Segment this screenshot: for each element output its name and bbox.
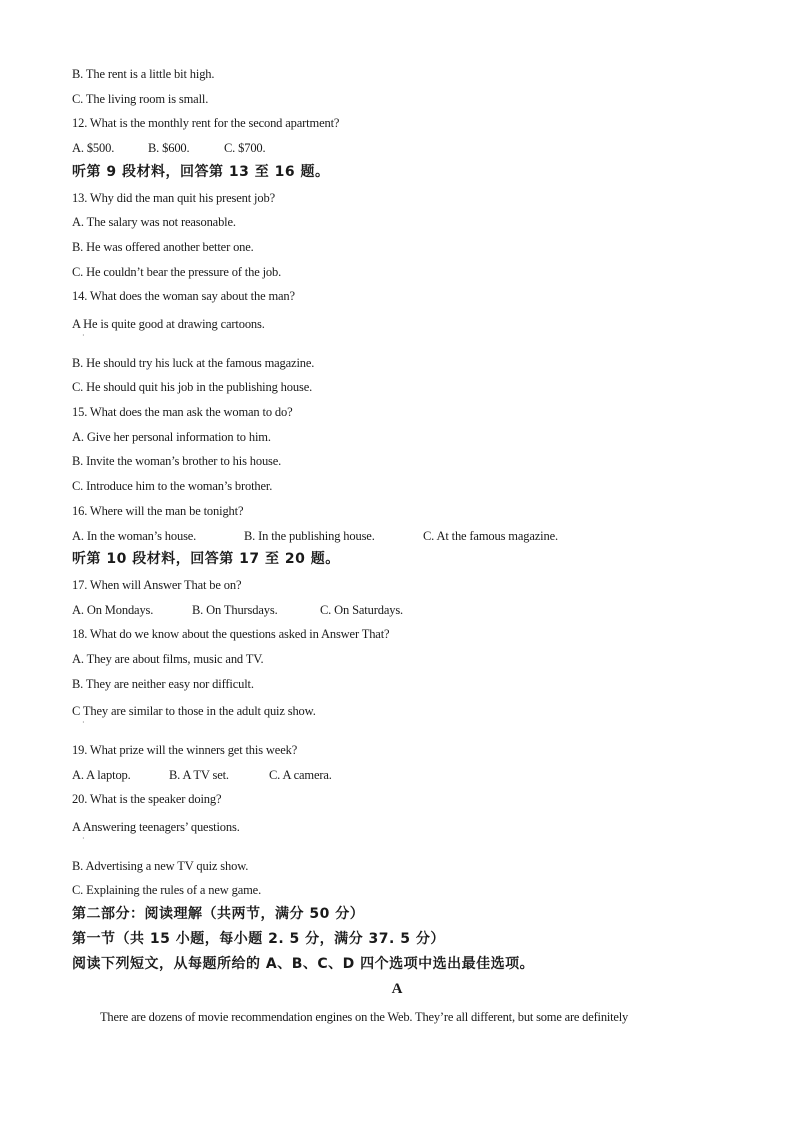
q19-option-b: B. A TV set. bbox=[169, 768, 229, 782]
question-12: 12. What is the monthly rent for the second apartment? bbox=[72, 116, 340, 130]
q20-option-a: A Answering teenagers’ questions. bbox=[72, 820, 240, 834]
part-two-heading: 第二部分：阅读理解（共两节，满分 50 分） bbox=[72, 906, 365, 922]
passage-title: A bbox=[391, 981, 403, 997]
q13-option-c: C. He couldn’t bear the pressure of the job. bbox=[72, 265, 282, 279]
q19-options bbox=[72, 767, 332, 783]
q14-option-b: B. He should try his luck at the famous magazine. bbox=[72, 356, 315, 370]
question-17: 17. When will Answer That be on? bbox=[72, 578, 242, 592]
question-18: 18. What do we know about the questions asked in Answer That? bbox=[72, 627, 390, 641]
question-20: 20. What is the speaker doing? bbox=[72, 792, 222, 806]
question-15: 15. What does the man ask the woman to do? bbox=[72, 405, 293, 419]
passage-paragraph: There are dozens of movie recommendation engines on the Web. They’re all different, but some are definitely bbox=[100, 1010, 629, 1024]
q16-options bbox=[72, 528, 558, 544]
q15-option-b: B. Invite the woman’s brother to his house. bbox=[72, 454, 282, 468]
q20-option-c: C. Explaining the rules of a new game. bbox=[72, 883, 262, 897]
reading-instructions: 阅读下列短文，从每题所给的 A、B、C、D 四个选项中选出最佳选项。 bbox=[72, 956, 535, 972]
option-tick-mark: · bbox=[82, 834, 85, 843]
q17-option-a: A. On Mondays. bbox=[72, 603, 154, 617]
question-14: 14. What does the woman say about the man? bbox=[72, 289, 295, 303]
q12-options bbox=[72, 140, 266, 156]
q19-option-c: C. A camera. bbox=[269, 768, 332, 782]
q15-option-c: C. Introduce him to the woman’s brother. bbox=[72, 479, 273, 493]
q13-option-b: B. He was offered another better one. bbox=[72, 240, 254, 254]
q12-option-c: C. $700. bbox=[224, 141, 266, 155]
q17-option-b: B. On Thursdays. bbox=[192, 603, 278, 617]
section-one-heading: 第一节（共 15 小题，每小题 2. 5 分，满分 37. 5 分） bbox=[72, 931, 445, 947]
q13-option-a: A. The salary was not reasonable. bbox=[72, 215, 236, 229]
q17-options bbox=[72, 602, 403, 618]
q11-option-c: C. The living room is small. bbox=[72, 92, 209, 106]
q19-option-a: A. A laptop. bbox=[72, 768, 131, 782]
q14-option-a: A He is quite good at drawing cartoons. bbox=[72, 317, 265, 331]
q20-option-b: B. Advertising a new TV quiz show. bbox=[72, 859, 249, 873]
q16-option-a: A. In the woman’s house. bbox=[72, 529, 197, 543]
q12-option-a: A. $500. bbox=[72, 141, 115, 155]
question-19: 19. What prize will the winners get this week? bbox=[72, 743, 298, 757]
q15-option-a: A. Give her personal information to him. bbox=[72, 430, 271, 444]
section-heading-9: 听第 9 段材料，回答第 13 至 16 题。 bbox=[72, 164, 330, 180]
option-tick-mark: · bbox=[82, 331, 85, 340]
section-heading-10: 听第 10 段材料，回答第 17 至 20 题。 bbox=[72, 551, 340, 567]
question-13: 13. Why did the man quit his present job? bbox=[72, 191, 275, 205]
q17-option-c: C. On Saturdays. bbox=[320, 603, 404, 617]
q18-option-c: C They are similar to those in the adult quiz show. bbox=[72, 704, 316, 718]
q16-option-b: B. In the publishing house. bbox=[244, 529, 375, 543]
q16-option-c: C. At the famous magazine. bbox=[423, 529, 558, 543]
q12-option-b: B. $600. bbox=[148, 141, 190, 155]
q11-option-b: B. The rent is a little bit high. bbox=[72, 67, 215, 81]
q18-option-a: A. They are about films, music and TV. bbox=[72, 652, 264, 666]
question-16: 16. Where will the man be tonight? bbox=[72, 504, 244, 518]
q14-option-c: C. He should quit his job in the publishing house. bbox=[72, 380, 313, 394]
q18-option-b: B. They are neither easy nor difficult. bbox=[72, 677, 254, 691]
option-tick-mark: · bbox=[82, 718, 85, 727]
